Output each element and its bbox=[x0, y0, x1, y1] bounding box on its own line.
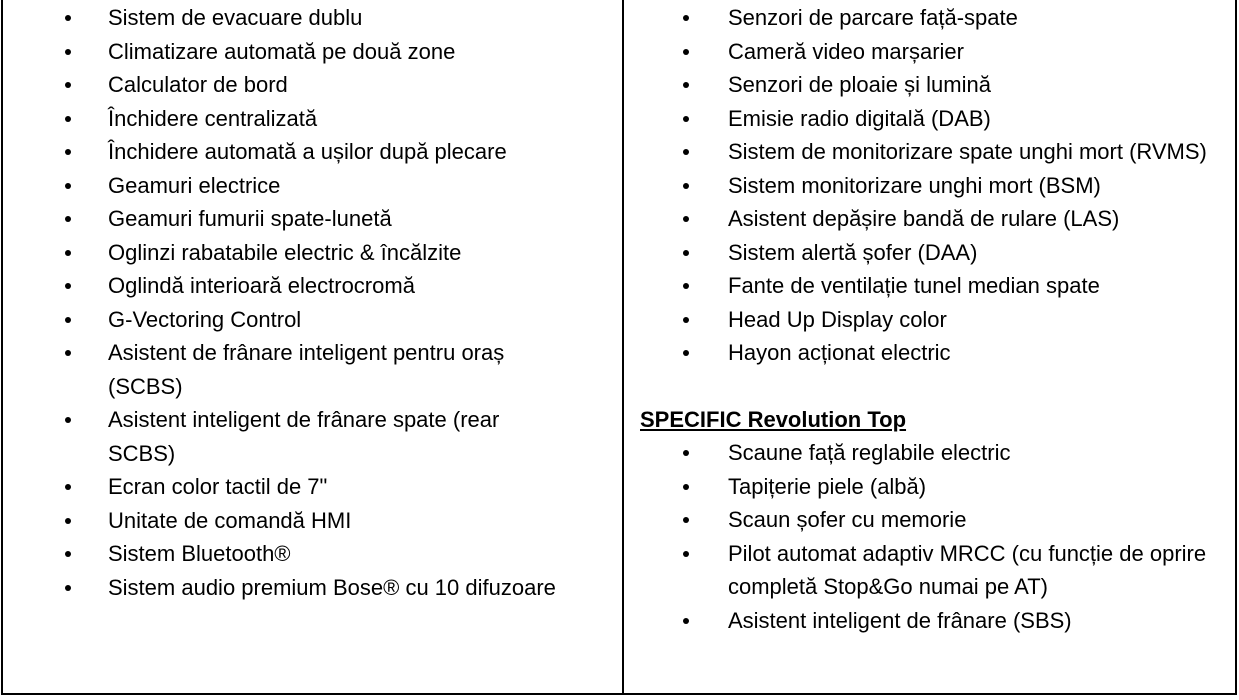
features-table bbox=[1, 0, 1237, 695]
list-item: Cameră video marșarier bbox=[624, 35, 1228, 69]
list-item: Geamuri fumurii spate-lunetă bbox=[3, 202, 568, 236]
list-item: Închidere centralizată bbox=[3, 102, 568, 136]
list-item: Sistem de evacuare dublu bbox=[3, 1, 568, 35]
list-item: Oglinzi rabatabile electric & încălzite bbox=[3, 236, 568, 270]
list-item: Calculator de bord bbox=[3, 68, 568, 102]
list-item: Închidere automată a ușilor după plecare bbox=[3, 135, 568, 169]
list-item: Geamuri electrice bbox=[3, 169, 568, 203]
list-item: Asistent de frânare inteligent pentru oraș (SCBS) bbox=[3, 336, 568, 403]
list-item: Sistem Bluetooth® bbox=[3, 537, 568, 571]
list-item: Unitate de comandă HMI bbox=[3, 504, 568, 538]
list-item: Asistent inteligent de frânare spate (rear SCBS) bbox=[3, 403, 568, 470]
list-item: Emisie radio digitală (DAB) bbox=[624, 102, 1228, 136]
section-heading: SPECIFIC Revolution Top bbox=[640, 406, 907, 432]
left-feature-list bbox=[3, 0, 620, 604]
list-item: Hayon acționat electric bbox=[624, 336, 1228, 370]
right-column bbox=[624, 0, 1237, 637]
list-item: Senzori de parcare față-spate bbox=[624, 1, 1228, 35]
list-item: Scaune față reglabile electric bbox=[624, 436, 1228, 470]
list-item: G-Vectoring Control bbox=[3, 303, 568, 337]
specific-feature-list bbox=[624, 436, 1237, 637]
list-item: Ecran color tactil de 7" bbox=[3, 470, 568, 504]
list-item: Oglindă interioară electrocromă bbox=[3, 269, 568, 303]
list-item: Pilot automat adaptiv MRCC (cu funcție de oprire completă Stop&Go numai pe AT) bbox=[624, 537, 1228, 604]
left-column bbox=[3, 0, 620, 604]
list-item: Tapițerie piele (albă) bbox=[624, 470, 1228, 504]
list-item: Head Up Display color bbox=[624, 303, 1228, 337]
list-item: Senzori de ploaie și lumină bbox=[624, 68, 1228, 102]
list-item: Scaun șofer cu memorie bbox=[624, 503, 1228, 537]
list-item: Fante de ventilație tunel median spate bbox=[624, 269, 1228, 303]
list-item: Sistem audio premium Bose® cu 10 difuzoare bbox=[3, 571, 568, 605]
list-item: Sistem alertă șofer (DAA) bbox=[624, 236, 1228, 270]
list-item: Asistent depășire bandă de rulare (LAS) bbox=[624, 202, 1228, 236]
list-item: Climatizare automată pe două zone bbox=[3, 35, 568, 69]
list-item: Asistent inteligent de frânare (SBS) bbox=[624, 604, 1228, 638]
list-item: Sistem de monitorizare spate unghi mort (RVMS) bbox=[624, 135, 1228, 169]
right-feature-list bbox=[624, 0, 1237, 370]
list-item: Sistem monitorizare unghi mort (BSM) bbox=[624, 169, 1228, 203]
